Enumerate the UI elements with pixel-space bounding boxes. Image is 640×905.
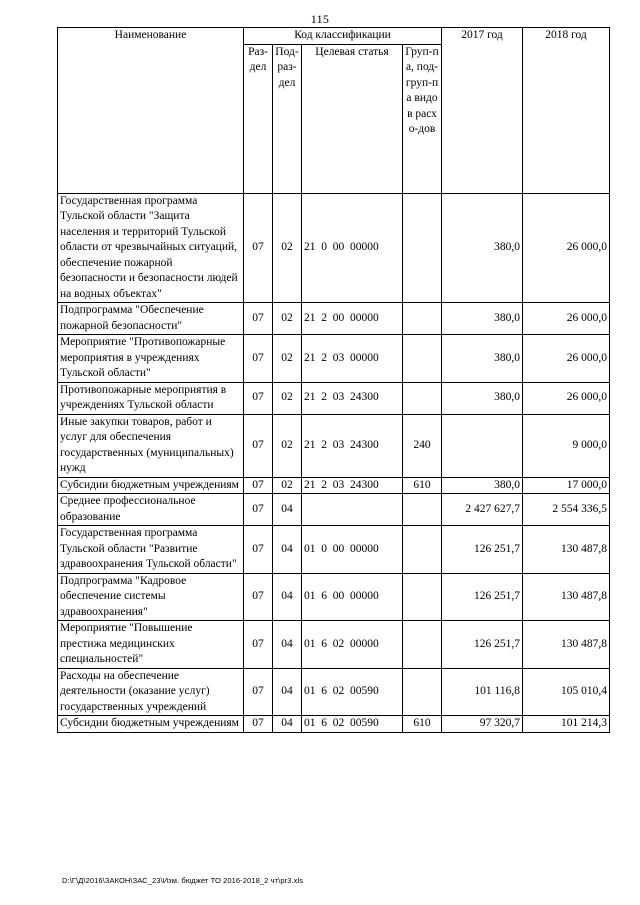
- row-amount-2017: 101 116,8: [442, 668, 523, 716]
- row-subsection: 02: [273, 303, 302, 335]
- header-classification: Код классификации: [244, 28, 442, 45]
- row-section: 07: [244, 477, 273, 494]
- row-subsection: 04: [273, 668, 302, 716]
- table-row: [58, 526, 610, 574]
- row-target-article: [302, 494, 403, 526]
- header-subsection: Под-раз-дел: [273, 44, 302, 193]
- table-row: [58, 668, 610, 716]
- row-amount-2018: 26 000,0: [523, 303, 610, 335]
- row-amount-2018: 17 000,0: [523, 477, 610, 494]
- row-amount-2017: 380,0: [442, 335, 523, 383]
- row-section: 07: [244, 621, 273, 669]
- row-section: 07: [244, 193, 273, 303]
- table-row: [58, 382, 610, 414]
- row-name: Субсидии бюджетным учреждениям: [58, 477, 244, 494]
- row-section: 07: [244, 573, 273, 621]
- row-amount-2018: 2 554 336,5: [523, 494, 610, 526]
- row-amount-2017: 380,0: [442, 477, 523, 494]
- row-target-article: 21 2 03 00000: [302, 335, 403, 383]
- row-amount-2018: 26 000,0: [523, 382, 610, 414]
- row-subsection: 04: [273, 716, 302, 733]
- table-header: [58, 28, 610, 194]
- row-amount-2018: 9 000,0: [523, 414, 610, 477]
- row-expense-group: [403, 573, 442, 621]
- row-amount-2018: 101 214,3: [523, 716, 610, 733]
- row-name: Иные закупки товаров, работ и услуг для обеспечения государственных (муниципальных) нужд: [58, 414, 244, 477]
- row-target-article: 01 6 02 00000: [302, 621, 403, 669]
- row-name: Подпрограмма "Кадровое обеспечение системы здравоохранения": [58, 573, 244, 621]
- row-amount-2018: 130 487,8: [523, 621, 610, 669]
- row-subsection: 02: [273, 414, 302, 477]
- row-section: 07: [244, 414, 273, 477]
- row-expense-group: 610: [403, 477, 442, 494]
- header-expense-group: Груп-па, под-груп-па видов расхо-дов: [403, 44, 442, 193]
- header-name: Наименование: [58, 28, 244, 194]
- row-amount-2018: 130 487,8: [523, 526, 610, 574]
- row-amount-2018: 105 010,4: [523, 668, 610, 716]
- row-subsection: 02: [273, 382, 302, 414]
- row-subsection: 02: [273, 193, 302, 303]
- row-expense-group: [403, 621, 442, 669]
- row-section: 07: [244, 382, 273, 414]
- row-amount-2018: 26 000,0: [523, 335, 610, 383]
- table-row: [58, 414, 610, 477]
- row-subsection: 04: [273, 494, 302, 526]
- row-amount-2017: 380,0: [442, 303, 523, 335]
- row-section: 07: [244, 303, 273, 335]
- row-section: 07: [244, 668, 273, 716]
- row-name: Противопожарные мероприятия в учреждениях Тульской области: [58, 382, 244, 414]
- page-number: 115: [310, 12, 330, 26]
- row-target-article: 01 6 02 00590: [302, 716, 403, 733]
- table-row: [58, 335, 610, 383]
- table-row: [58, 716, 610, 733]
- row-target-article: 21 2 03 24300: [302, 382, 403, 414]
- row-subsection: 04: [273, 526, 302, 574]
- row-target-article: 21 2 03 24300: [302, 414, 403, 477]
- row-target-article: 21 0 00 00000: [302, 193, 403, 303]
- row-expense-group: [403, 382, 442, 414]
- row-subsection: 02: [273, 477, 302, 494]
- table-row: [58, 573, 610, 621]
- row-subsection: 04: [273, 621, 302, 669]
- row-expense-group: [403, 494, 442, 526]
- table-row: [58, 621, 610, 669]
- row-amount-2018: 130 487,8: [523, 573, 610, 621]
- row-amount-2017: [442, 414, 523, 477]
- header-year-2018: 2018 год: [523, 28, 610, 194]
- row-subsection: 02: [273, 335, 302, 383]
- row-expense-group: [403, 526, 442, 574]
- budget-table: [57, 27, 610, 733]
- file-path-footer: D:\Г\Д\2016\ЗАКОН\ЗАС_23\Изм. бюджет ТО 2016-2018_2 чт\pr3.xls: [62, 876, 304, 885]
- row-name: Мероприятие "Повышение престижа медицинских специальностей": [58, 621, 244, 669]
- row-target-article: 01 6 00 00000: [302, 573, 403, 621]
- row-name: Среднее профессиональное образование: [58, 494, 244, 526]
- row-amount-2017: 126 251,7: [442, 526, 523, 574]
- row-subsection: 04: [273, 573, 302, 621]
- row-expense-group: 240: [403, 414, 442, 477]
- row-expense-group: [403, 193, 442, 303]
- row-target-article: 21 2 03 24300: [302, 477, 403, 494]
- row-name: Государственная программа Тульской области "Развитие здравоохранения Тульской области": [58, 526, 244, 574]
- row-target-article: 01 0 00 00000: [302, 526, 403, 574]
- row-name: Мероприятие "Противопожарные мероприятия в учреждениях Тульской области": [58, 335, 244, 383]
- row-target-article: 01 6 02 00590: [302, 668, 403, 716]
- row-name: Расходы на обеспечение деятельности (оказание услуг) государственных учреждений: [58, 668, 244, 716]
- row-section: 07: [244, 716, 273, 733]
- row-name: Субсидии бюджетным учреждениям: [58, 716, 244, 733]
- table-body: [58, 193, 610, 732]
- header-target-article: Целевая статья: [302, 44, 403, 193]
- row-section: 07: [244, 526, 273, 574]
- row-expense-group: [403, 303, 442, 335]
- row-amount-2017: 380,0: [442, 193, 523, 303]
- table-row: [58, 494, 610, 526]
- row-amount-2017: 126 251,7: [442, 573, 523, 621]
- row-section: 07: [244, 494, 273, 526]
- row-name: Государственная программа Тульской области "Защита населения и территорий Тульской области от чрезвычайных ситуаций, обеспечение пожарной безопасности и безопасности людей на водных объектах": [58, 193, 244, 303]
- table-row: [58, 193, 610, 303]
- row-amount-2017: 380,0: [442, 382, 523, 414]
- row-expense-group: [403, 335, 442, 383]
- row-expense-group: [403, 668, 442, 716]
- header-section: Раз-дел: [244, 44, 273, 193]
- row-amount-2017: 97 320,7: [442, 716, 523, 733]
- row-target-article: 21 2 00 00000: [302, 303, 403, 335]
- row-amount-2017: 126 251,7: [442, 621, 523, 669]
- row-expense-group: 610: [403, 716, 442, 733]
- table-row: [58, 303, 610, 335]
- row-amount-2017: 2 427 627,7: [442, 494, 523, 526]
- row-amount-2018: 26 000,0: [523, 193, 610, 303]
- row-section: 07: [244, 335, 273, 383]
- table-row: [58, 477, 610, 494]
- row-name: Подпрограмма "Обеспечение пожарной безопасности": [58, 303, 244, 335]
- header-year-2017: 2017 год: [442, 28, 523, 194]
